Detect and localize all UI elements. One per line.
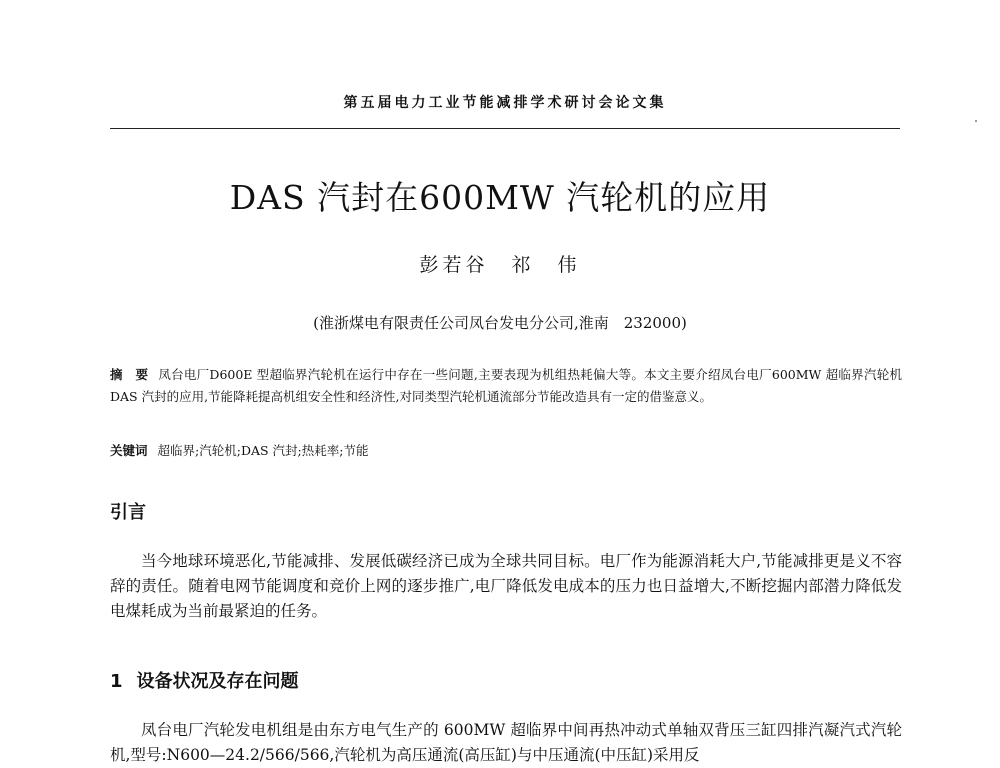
scan-speck — [975, 120, 977, 122]
abstract-text: 凤台电厂D600E 型超临界汽轮机在运行中存在一些问题,主要表现为机组热耗偏大等。本文主要介绍凤台电厂600MW 超临界汽轮机DAS 汽封的应用,节能降耗提高机组安全性和经济性,对同类型汽轮机通流部分节能改造具有一定的借鉴意义。 — [110, 367, 902, 404]
authors: 彭若谷 祁 伟 — [419, 254, 581, 276]
header-rule — [110, 128, 900, 129]
abstract — [110, 364, 902, 408]
section-1-paragraph: 凤台电厂汽轮发电机组是由东方电气生产的 600MW 超临界中间再热冲动式单轴双背压三缸四排汽凝汽式汽轮机,型号:N600—24.2/566/566,汽轮机为高压通流(高压缸)与中压通流(中压缸)采用反 — [110, 721, 902, 764]
abstract-label: 摘 要 — [110, 367, 149, 382]
keywords-text: 超临界;汽轮机;DAS 汽封;热耗率;节能 — [157, 443, 369, 458]
section-title: 设备状况及存在问题 — [136, 671, 299, 692]
running-header: 第五届电力工业节能减排学术研讨会论文集 — [343, 95, 667, 111]
section-heading-intro: 引言 — [110, 502, 146, 523]
keywords — [110, 440, 902, 462]
section-number: 1 — [110, 671, 123, 692]
section-heading-1 — [110, 667, 299, 693]
intro-paragraph: 当今地球环境恶化,节能减排、发展低碳经济已成为全球共同目标。电厂作为能源消耗大户,节能减排更是义不容辞的责任。随着电网节能调度和竞价上网的逐步推广,电厂降低发电成本的压力也日益增大,不断挖掘内部潜力降低发电煤耗成为当前最紧迫的任务。 — [110, 552, 902, 620]
affiliation: (淮浙煤电有限责任公司凤台发电分公司,淮南 232000) — [313, 314, 687, 332]
paper-title: DAS 汽封在600MW 汽轮机的应用 — [229, 178, 771, 217]
keywords-label: 关键词 — [110, 443, 148, 458]
